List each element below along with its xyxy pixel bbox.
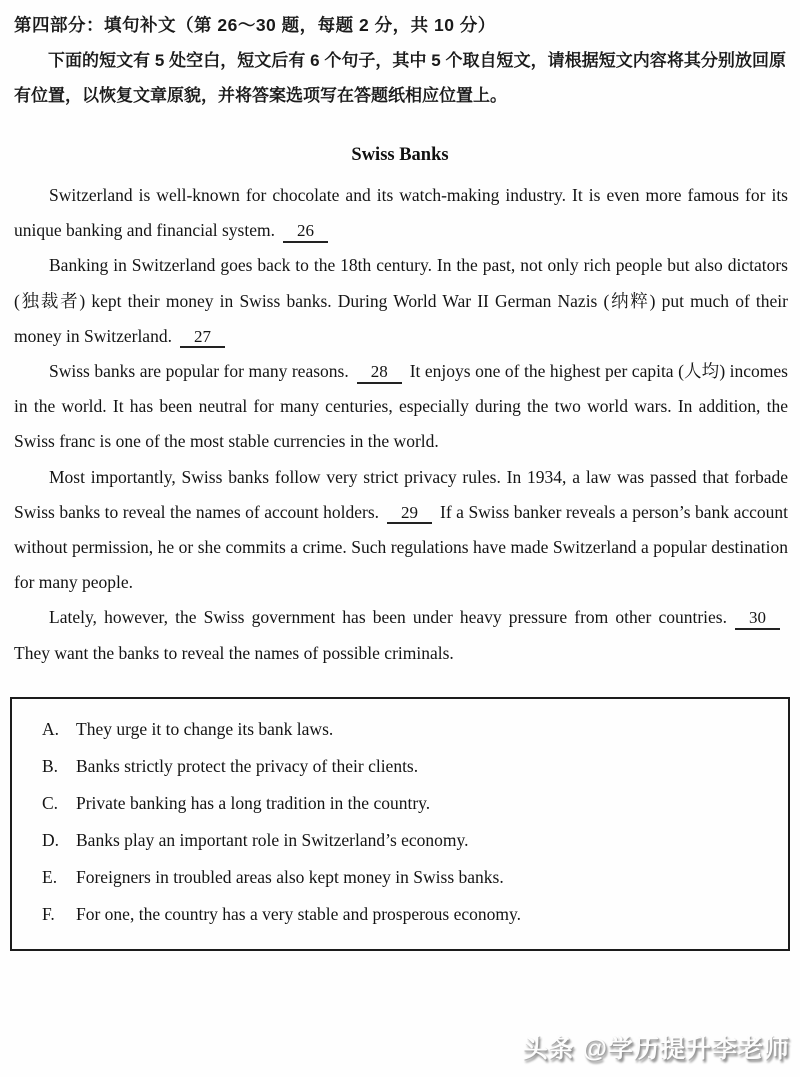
option-f <box>42 896 772 933</box>
section-instructions: 下面的短文有 5 处空白，短文后有 6 个句子，其中 5 个取自短文，请根据短文内容将其分别放回原有位置，以恢复文章原貌，并将答案选项写在答题纸相应位置上。 <box>14 51 786 105</box>
paragraph-text: It enjoys one of the highest per capita (人均) incomes in the world. It has been neutral for many centuries, especially during the two world wars. In addition, the Swiss franc is one of the most stable currencies in the world. <box>14 361 788 452</box>
option-letter: E. <box>42 866 58 887</box>
option-text: They urge it to change its bank laws. <box>76 718 334 739</box>
option-text: Banks strictly protect the privacy of their clients. <box>76 755 419 776</box>
option-letter: B. <box>42 755 59 776</box>
option-letter: D. <box>42 829 60 850</box>
paragraph-text: They want the banks to reveal the names of possible criminals. <box>14 642 454 663</box>
passage-paragraph-5 <box>14 600 788 670</box>
passage-paragraph-3 <box>14 354 788 460</box>
option-letter: C. <box>42 792 59 813</box>
paragraph-text: If a Swiss banker reveals a person’s bank account without permission, he or she commits a crime. Such regulations have made Switzerland a popular destination for many people. <box>14 501 788 593</box>
passage-paragraph-2 <box>14 248 788 354</box>
section-header: 第四部分：填句补文（第 26～30 题，每题 2 分，共 10 分） <box>14 15 496 35</box>
passage-paragraph-1 <box>14 178 788 248</box>
option-text: Private banking has a long tradition in the country. <box>76 792 431 813</box>
paragraph-text: Banking in Switzerland goes back to the 18th century. In the past, not only rich people but also dictators (独裁者) kept their money in Swiss banks. During World War II German Nazis (纳粹) put much of their money in Switzerland. <box>14 255 788 346</box>
option-text: For one, the country has a very stable and prosperous economy. <box>76 903 521 924</box>
option-e <box>42 859 772 896</box>
toutiao-watermark: 头条 @学历提升李老师 <box>522 1035 790 1063</box>
answer-options-box <box>10 697 790 951</box>
option-d <box>42 822 772 859</box>
option-text: Banks play an important role in Switzerland’s economy. <box>76 829 469 850</box>
passage-paragraph-4 <box>14 460 788 601</box>
option-letter: F. <box>42 903 55 924</box>
paragraph-text: Switzerland is well-known for chocolate and its watch-making industry. It is even more famous for its unique banking and financial system. <box>14 185 788 241</box>
option-b <box>42 748 772 785</box>
option-text: Foreigners in troubled areas also kept money in Swiss banks. <box>76 866 504 887</box>
blank-29: 29 <box>387 503 432 525</box>
paragraph-text: Lately, however, the Swiss government has been under heavy pressure from other countries. <box>49 607 727 628</box>
blank-26: 26 <box>283 221 328 243</box>
blank-30: 30 <box>735 608 780 630</box>
paragraph-text: Swiss banks are popular for many reasons. <box>49 361 349 382</box>
blank-27: 27 <box>180 327 225 349</box>
blank-28: 28 <box>357 362 402 384</box>
option-c <box>42 785 772 822</box>
option-a <box>42 711 772 748</box>
option-letter: A. <box>42 718 60 739</box>
paragraph-text: Most importantly, Swiss banks follow very strict privacy rules. In 1934, a law was passed that forbade Swiss banks to reveal the names of account holders. <box>14 466 788 522</box>
passage-title: Swiss Banks <box>351 145 449 165</box>
passage-body <box>0 166 800 671</box>
